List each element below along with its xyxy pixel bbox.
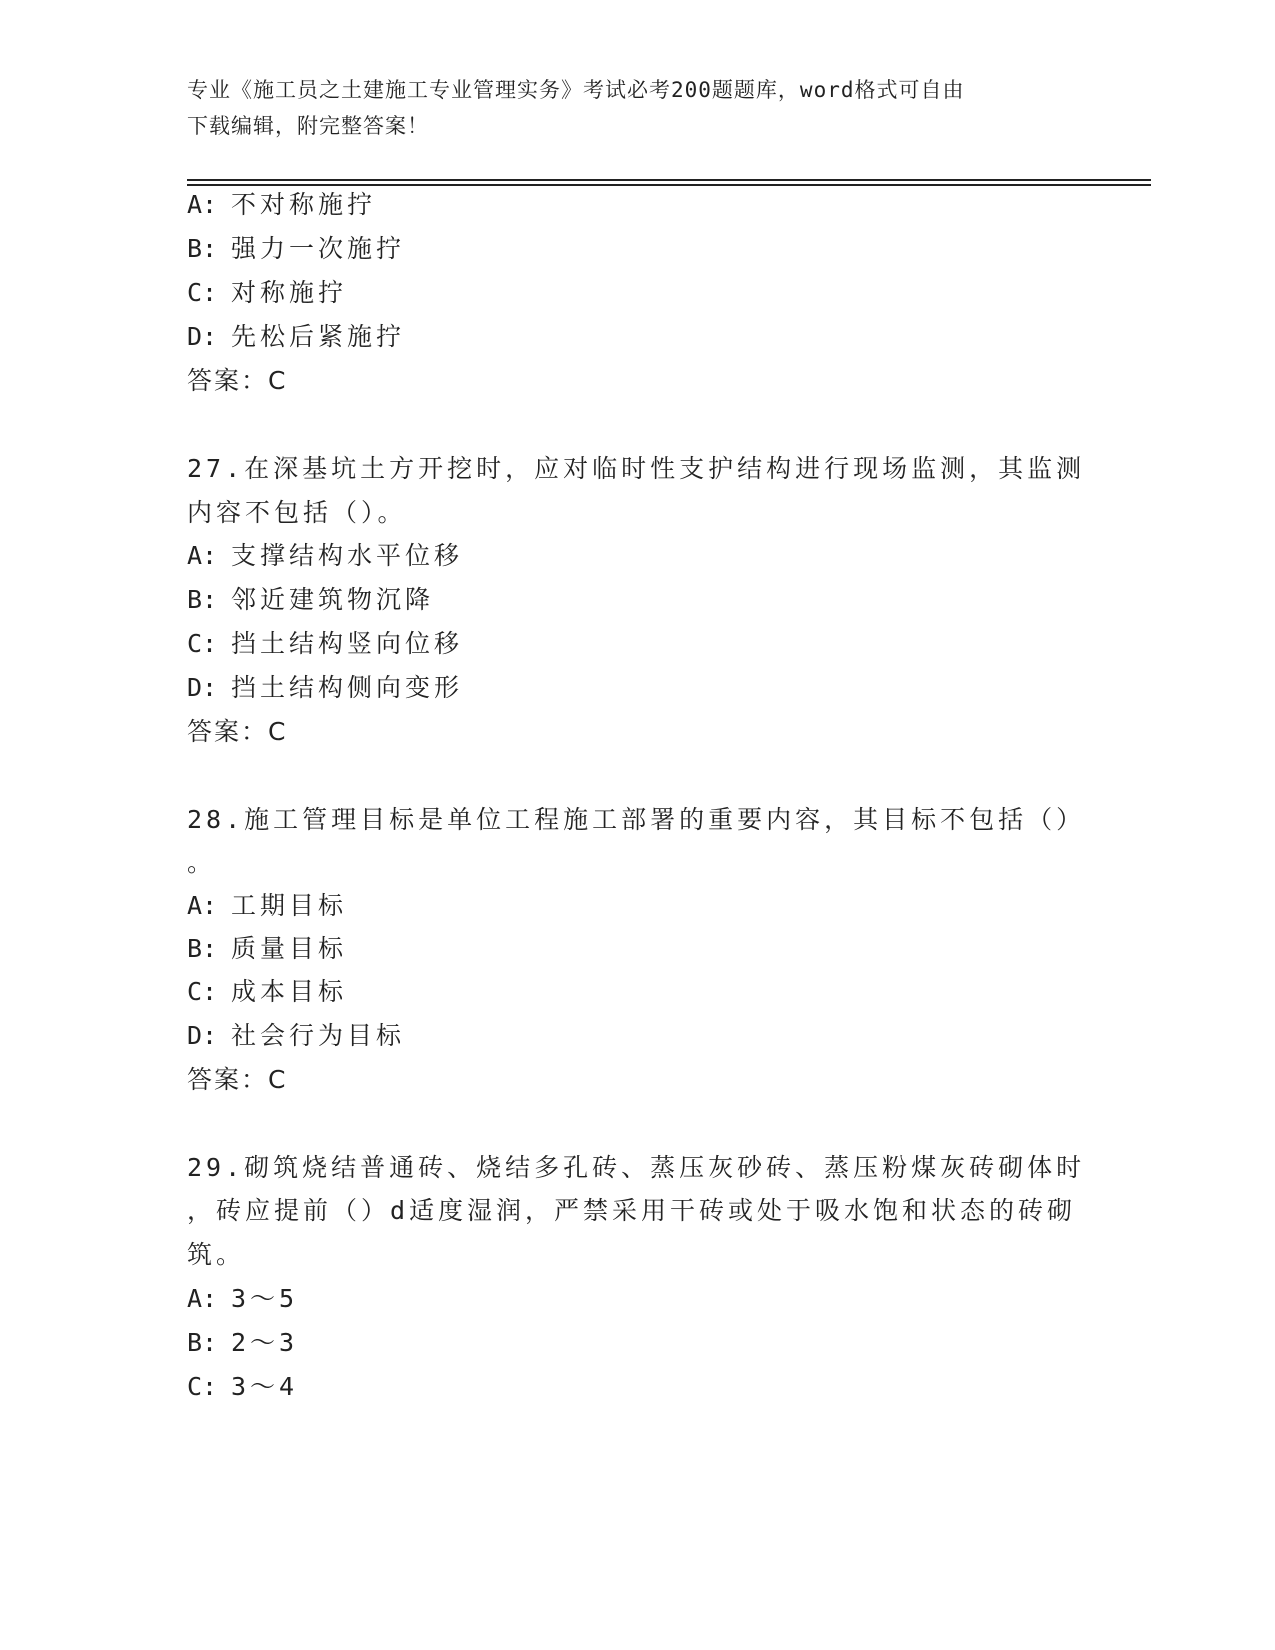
q28-option-c — [187, 969, 347, 1015]
option-label: C: — [187, 629, 218, 658]
q27-option-a — [187, 533, 463, 579]
option-label: B: — [187, 934, 218, 963]
option-text: 3～5 — [231, 1284, 299, 1313]
q29-option-c — [187, 1364, 298, 1410]
q27-option-c — [187, 621, 463, 667]
q26-option-c — [187, 270, 347, 316]
q27-answer: 答案：C — [187, 717, 288, 746]
option-text: 邻近建筑物沉降 — [231, 585, 435, 614]
option-label: A: — [187, 190, 218, 219]
option-text: 3～4 — [231, 1372, 299, 1401]
option-label: A: — [187, 1284, 218, 1313]
option-label: A: — [187, 541, 218, 570]
option-text: 成本目标 — [231, 977, 348, 1006]
q27-option-d — [187, 665, 463, 711]
option-text: 支撑结构水平位移 — [231, 541, 464, 570]
q27-stem-line-1: 27.在深基坑土方开挖时，应对临时性支护结构进行现场监测，其监测 — [187, 454, 1086, 483]
q28-option-b — [187, 926, 347, 972]
option-label: D: — [187, 1021, 218, 1050]
q26-answer: 答案：C — [187, 366, 288, 395]
option-text: 2～3 — [231, 1328, 299, 1357]
option-text: 质量目标 — [231, 934, 348, 963]
q29-stem-line-1: 29.砌筑烧结普通砖、烧结多孔砖、蒸压灰砂砖、蒸压粉煤灰砖砌体时 — [187, 1153, 1086, 1182]
q27-stem-line-2: 内容不包括（）。 — [187, 498, 407, 527]
q29-stem-line-3: 筑。 — [187, 1240, 246, 1269]
option-text: 不对称施拧 — [231, 190, 377, 219]
option-text: 工期目标 — [231, 891, 348, 920]
option-label: C: — [187, 977, 218, 1006]
document-header — [187, 72, 1067, 144]
option-label: D: — [187, 322, 218, 351]
option-text: 社会行为目标 — [231, 1021, 406, 1050]
q26-option-d — [187, 314, 405, 360]
option-label: C: — [187, 278, 218, 307]
option-label: B: — [187, 585, 218, 614]
option-label: B: — [187, 1328, 218, 1357]
header-rule-top — [187, 179, 1151, 181]
option-label: D: — [187, 673, 218, 702]
q26-option-a — [187, 182, 376, 228]
q29-option-b — [187, 1320, 298, 1366]
option-label: A: — [187, 891, 218, 920]
option-label: C: — [187, 1372, 218, 1401]
q28-stem-line-1: 28.施工管理目标是单位工程施工部署的重要内容，其目标不包括（） — [187, 805, 1086, 834]
option-text: 强力一次施拧 — [231, 234, 406, 263]
option-text: 先松后紧施拧 — [231, 322, 406, 351]
option-text: 对称施拧 — [231, 278, 348, 307]
q28-stem-line-2: 。 — [187, 848, 217, 877]
q29-option-a — [187, 1276, 298, 1322]
header-line-2: 下载编辑，附完整答案！ — [187, 114, 429, 138]
q28-option-a — [187, 883, 347, 929]
q27-option-b — [187, 577, 434, 623]
q28-option-d — [187, 1013, 405, 1059]
q26-option-b — [187, 226, 405, 272]
option-label: B: — [187, 234, 218, 263]
q28-answer: 答案：C — [187, 1065, 288, 1094]
q29-stem-line-2: ，砖应提前（）d适度湿润，严禁采用干砖或处于吸水饱和状态的砖砌 — [187, 1196, 1077, 1225]
option-text: 挡土结构竖向位移 — [231, 629, 464, 658]
option-text: 挡土结构侧向变形 — [231, 673, 464, 702]
header-line-1: 专业《施工员之土建施工专业管理实务》考试必考200题题库，word格式可自由 — [187, 78, 965, 102]
